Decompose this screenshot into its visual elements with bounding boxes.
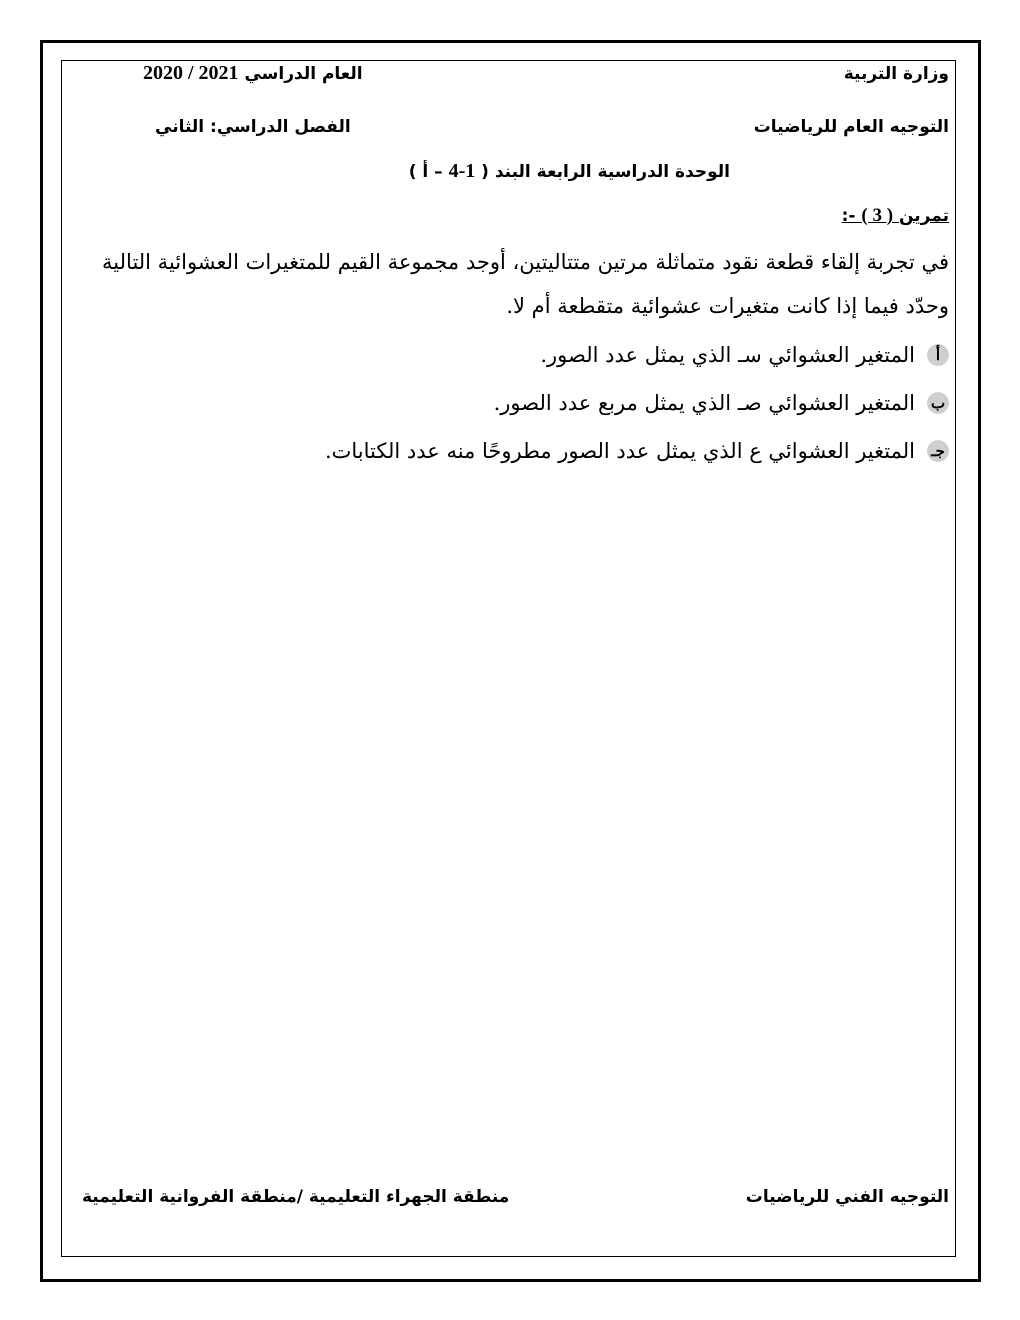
semester — [155, 117, 351, 137]
exercise-label: تمرين — [898, 206, 949, 226]
semester-value: الثاني — [155, 117, 205, 137]
item-text: المتغير العشوائي ع الذي يمثل عدد الصور مطروحًا منه عدد الكتابات. — [324, 439, 915, 463]
item-text: المتغير العشوائي صـ الذي يمثل مربع عدد الصور. — [493, 391, 915, 415]
unit-suffix: – أ ) — [408, 162, 443, 182]
item-marker: أ — [927, 344, 949, 366]
list-item — [540, 343, 949, 367]
item-text: المتغير العشوائي سـ الذي يمثل عدد الصور. — [540, 343, 915, 367]
footer-regions: منطقة الجهراء التعليمية /منطقة الفروانية التعليمية — [82, 1187, 510, 1207]
unit-label: الوحدة الدراسية الرابعة البند ( — [481, 162, 730, 182]
exercise-suffix: :- — [841, 206, 856, 226]
item-marker: جـ — [927, 440, 949, 462]
academic-year-value: 2020 / 2021 — [143, 62, 239, 84]
exercise-number: ( 3 ) — [861, 205, 894, 226]
list-item — [325, 439, 949, 463]
item-marker: ب — [927, 392, 949, 414]
unit-heading — [409, 160, 730, 183]
academic-year — [143, 62, 363, 85]
problem-statement: في تجربة إلقاء قطعة نقود متماثلة مرتين متتاليتين، أوجد مجموعة القيم للمتغيرات العشوائية التالية وحدّد فيما إذا كانت متغيرات عشوائية متقطعة أم لا. — [102, 250, 949, 318]
unit-number: 4-1 — [448, 160, 476, 182]
footer-department: التوجيه الفني للرياضيات — [745, 1187, 949, 1207]
exercise-title — [842, 205, 949, 227]
department-title: التوجيه العام للرياضيات — [753, 117, 949, 137]
ministry-title: وزارة التربية — [843, 64, 949, 84]
semester-label: الفصل الدراسي: — [210, 117, 351, 137]
list-item — [494, 391, 949, 415]
academic-year-label: العام الدراسي — [244, 64, 363, 84]
